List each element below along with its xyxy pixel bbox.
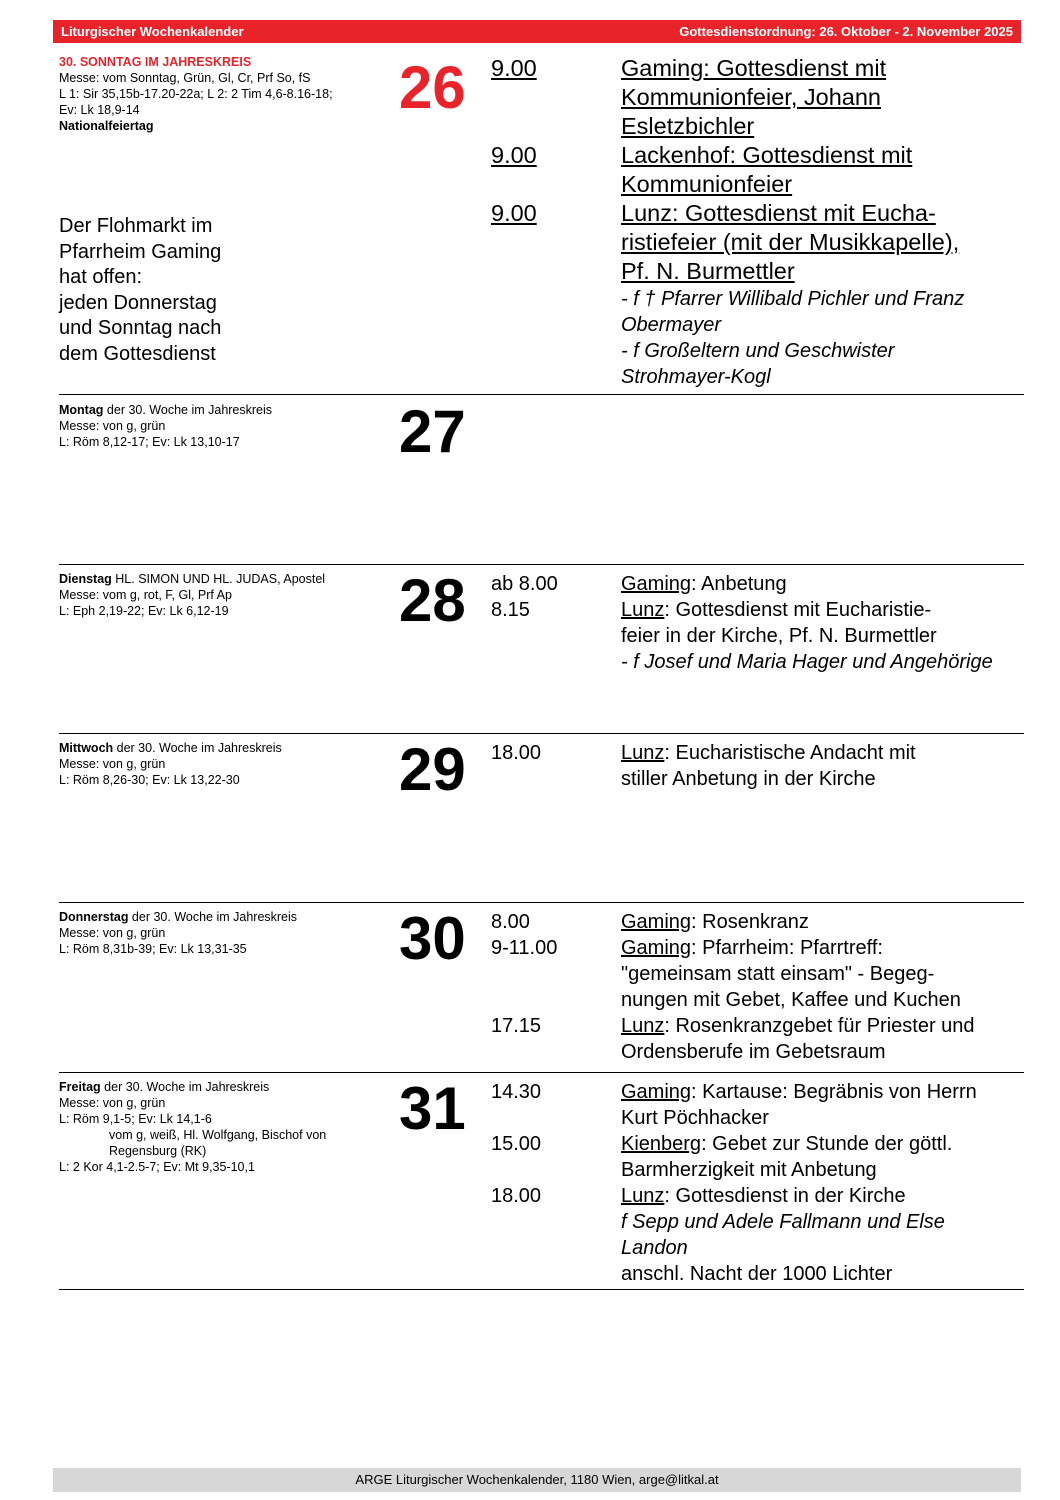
day-title: HL. SIMON UND HL. JUDAS, Apostel bbox=[111, 572, 326, 586]
mass-info: Messe: von g, grün bbox=[59, 1096, 166, 1110]
readings: L: Röm 8,26-30; Ev: Lk 13,22-30 bbox=[59, 773, 240, 787]
event-desc bbox=[621, 54, 1031, 141]
day-title: der 30. Woche im Jahreskreis bbox=[113, 741, 282, 755]
event-place: Gaming bbox=[621, 911, 692, 933]
readings: L: Röm 8,31b-39; Ev: Lk 13,31-35 bbox=[59, 942, 247, 956]
event bbox=[491, 141, 1031, 199]
day-title: der 30. Woche im Jahreskreis bbox=[103, 403, 273, 417]
intention: - f Josef und Maria Hager und Angehörige bbox=[621, 651, 993, 673]
weekday: Montag bbox=[59, 403, 104, 417]
weekday: Donnerstag bbox=[59, 910, 129, 924]
desc-text: : Rosenkranzgebet für Priester und bbox=[664, 1015, 975, 1037]
event-place: Gaming bbox=[621, 573, 692, 595]
event bbox=[491, 1131, 1031, 1183]
desc-text: : Gottesdienst mit Eucharistie- bbox=[664, 599, 932, 621]
day-number: 27 bbox=[399, 398, 466, 465]
event-place: Kienberg bbox=[621, 1133, 702, 1155]
desc-line: Pf. N. Burmettler bbox=[621, 258, 795, 284]
event-time: 18.00 bbox=[491, 742, 542, 764]
readings: L 1: Sir 35,15b-17.20-22a; L 2: 2 Tim 4,6-8.16-18; bbox=[59, 87, 333, 101]
day-30 bbox=[59, 905, 1024, 1073]
mass-info: Messe: vom g, rot, F, Gl, Prf Ap bbox=[59, 588, 232, 602]
events bbox=[491, 54, 1031, 390]
readings: L: Eph 2,19-22; Ev: Lk 6,12-19 bbox=[59, 604, 229, 618]
day-26 bbox=[59, 54, 1024, 395]
desc-text: : Gottesdienst in der Kirche bbox=[664, 1185, 906, 1207]
event bbox=[491, 909, 1031, 935]
day-27 bbox=[59, 398, 1024, 565]
events bbox=[491, 1079, 1031, 1287]
day-number: 30 bbox=[399, 905, 466, 972]
event bbox=[491, 1183, 1031, 1287]
event bbox=[491, 1079, 1031, 1131]
events bbox=[491, 909, 1031, 1065]
desc-line: Gaming: Gottesdienst mit bbox=[621, 55, 887, 81]
alt-readings: L: 2 Kor 4,1-2.5-7; Ev: Mt 9,35-10,1 bbox=[59, 1160, 255, 1174]
event-time: 9.00 bbox=[491, 200, 537, 226]
events bbox=[491, 571, 1031, 675]
desc-line: Ordensberufe im Gebetsraum bbox=[621, 1041, 886, 1063]
gospel: Ev: Lk 18,9-14 bbox=[59, 103, 140, 117]
day-number: 29 bbox=[399, 736, 466, 803]
event-time: 9.00 bbox=[491, 55, 537, 81]
holiday-note: Nationalfeiertag bbox=[59, 119, 154, 133]
intention: - f † Pfarrer Willibald Pichler und Franz bbox=[621, 288, 965, 310]
notice-line: jeden Donnerstag bbox=[59, 291, 217, 314]
event-desc bbox=[621, 1131, 1031, 1183]
weekday: Freitag bbox=[59, 1080, 101, 1094]
day-31 bbox=[59, 1075, 1024, 1290]
desc-line: Lackenhof: Gottesdienst mit bbox=[621, 142, 913, 168]
desc-line: "gemeinsam statt einsam" - Begeg- bbox=[621, 963, 935, 985]
day-number: 28 bbox=[399, 567, 466, 634]
flohmarkt-notice bbox=[59, 214, 221, 368]
event-desc bbox=[621, 141, 1031, 199]
weekday: Mittwoch bbox=[59, 741, 114, 755]
events bbox=[491, 740, 1031, 792]
day-title: der 30. Woche im Jahreskreis bbox=[100, 1080, 270, 1094]
event-desc bbox=[621, 909, 1031, 935]
day-29 bbox=[59, 736, 1024, 903]
day-title: 30. SONNTAG IM JAHRESKREIS bbox=[59, 55, 252, 69]
readings: L: Röm 9,1-5; Ev: Lk 14,1-6 bbox=[59, 1112, 212, 1126]
intention: Landon bbox=[621, 1237, 688, 1259]
header-left: Liturgischer Wochenkalender bbox=[61, 24, 244, 39]
intention: Obermayer bbox=[621, 314, 722, 336]
notice-line: Pfarrheim Gaming bbox=[59, 240, 222, 263]
event-place: Lunz bbox=[621, 599, 665, 621]
event-desc bbox=[621, 1183, 1031, 1287]
event-place: Lunz bbox=[621, 742, 665, 764]
desc-line: feier in der Kirche, Pf. N. Burmettler bbox=[621, 625, 937, 647]
alt-mass: Regensburg (RK) bbox=[109, 1144, 207, 1158]
event bbox=[491, 935, 1031, 1013]
day-title: der 30. Woche im Jahreskreis bbox=[128, 910, 298, 924]
event-time: 15.00 bbox=[491, 1133, 542, 1155]
weekday: Dienstag bbox=[59, 572, 112, 586]
day-number: 26 bbox=[399, 54, 466, 121]
mass-info: Messe: von g, grün bbox=[59, 926, 166, 940]
event bbox=[491, 740, 1031, 792]
readings: L: Röm 8,12-17; Ev: Lk 13,10-17 bbox=[59, 435, 240, 449]
mass-info: Messe: von g, grün bbox=[59, 419, 166, 433]
day-info bbox=[59, 909, 389, 957]
day-info bbox=[59, 1079, 389, 1175]
desc-text: : Kartause: Begräbnis von Herrn bbox=[691, 1081, 977, 1103]
day-info bbox=[59, 402, 389, 450]
desc-line: nungen mit Gebet, Kaffee und Kuchen bbox=[621, 989, 961, 1011]
desc-line: Lunz: Gottesdienst mit Eucha- bbox=[621, 200, 936, 226]
page-header bbox=[53, 20, 1021, 43]
event-place: Gaming bbox=[621, 1081, 692, 1103]
intention: f Sepp und Adele Fallmann und Else bbox=[621, 1211, 945, 1233]
desc-line: ristiefeier (mit der Musikkapelle), bbox=[621, 229, 960, 255]
desc-line: Esletzbichler bbox=[621, 113, 755, 139]
day-info bbox=[59, 740, 389, 788]
event bbox=[491, 597, 1031, 675]
desc-line: Kommunionfeier, Johann bbox=[621, 84, 881, 110]
event-place: Lunz bbox=[621, 1185, 665, 1207]
desc-text: : Pfarrheim: Pfarrtreff: bbox=[691, 937, 883, 959]
event-time: 9-11.00 bbox=[491, 937, 558, 959]
intention: Strohmayer-Kogl bbox=[621, 366, 771, 388]
event-time: 18.00 bbox=[491, 1185, 542, 1207]
desc-line: anschl. Nacht der 1000 Lichter bbox=[621, 1263, 893, 1285]
event-place: Gaming bbox=[621, 937, 692, 959]
page-footer: ARGE Liturgischer Wochenkalender, 1180 Wien, arge@litkal.at bbox=[53, 1468, 1021, 1492]
event bbox=[491, 571, 1031, 597]
event-time: 8.15 bbox=[491, 599, 530, 621]
event-desc bbox=[621, 935, 1031, 1013]
event-time: 8.00 bbox=[491, 911, 530, 933]
event-time: 14.30 bbox=[491, 1081, 542, 1103]
event-desc bbox=[621, 571, 1031, 597]
desc-text: : Eucharistische Andacht mit bbox=[664, 742, 916, 764]
day-number: 31 bbox=[399, 1075, 466, 1142]
desc-text: : Rosenkranz bbox=[691, 911, 809, 933]
event bbox=[491, 1013, 1031, 1065]
notice-line: Der Flohmarkt im bbox=[59, 215, 213, 237]
notice-line: dem Gottesdienst bbox=[59, 342, 216, 365]
event-desc bbox=[621, 597, 1031, 675]
intention: - f Großeltern und Geschwister bbox=[621, 340, 895, 362]
event-desc bbox=[621, 199, 1031, 390]
day-28 bbox=[59, 567, 1024, 734]
desc-text: : Anbetung bbox=[691, 573, 787, 595]
event bbox=[491, 199, 1031, 390]
mass-info: Messe: von g, grün bbox=[59, 757, 166, 771]
desc-line: Kommunionfeier bbox=[621, 171, 793, 197]
desc-line: Barmherzigkeit mit Anbetung bbox=[621, 1159, 877, 1181]
event-desc bbox=[621, 1013, 1031, 1065]
event-time: ab 8.00 bbox=[491, 573, 558, 595]
notice-line: und Sonntag nach bbox=[59, 317, 222, 340]
day-info bbox=[59, 571, 389, 619]
mass-info: Messe: vom Sonntag, Grün, Gl, Cr, Prf So, fS bbox=[59, 71, 311, 85]
desc-text: : Gebet zur Stunde der göttl. bbox=[701, 1133, 953, 1155]
event-desc bbox=[621, 1079, 1031, 1131]
notice-line: hat offen: bbox=[59, 266, 143, 289]
alt-mass: vom g, weiß, Hl. Wolfgang, Bischof von bbox=[109, 1128, 327, 1142]
event-place: Lunz bbox=[621, 1015, 665, 1037]
event bbox=[491, 54, 1031, 141]
event-time: 9.00 bbox=[491, 142, 537, 168]
event-time: 17.15 bbox=[491, 1015, 542, 1037]
desc-line: stiller Anbetung in der Kirche bbox=[621, 768, 876, 790]
day-info bbox=[59, 54, 389, 134]
header-right: Gottesdienstordnung: 26. Oktober - 2. November 2025 bbox=[679, 24, 1013, 39]
desc-line: Kurt Pöchhacker bbox=[621, 1107, 769, 1129]
event-desc bbox=[621, 740, 1031, 792]
